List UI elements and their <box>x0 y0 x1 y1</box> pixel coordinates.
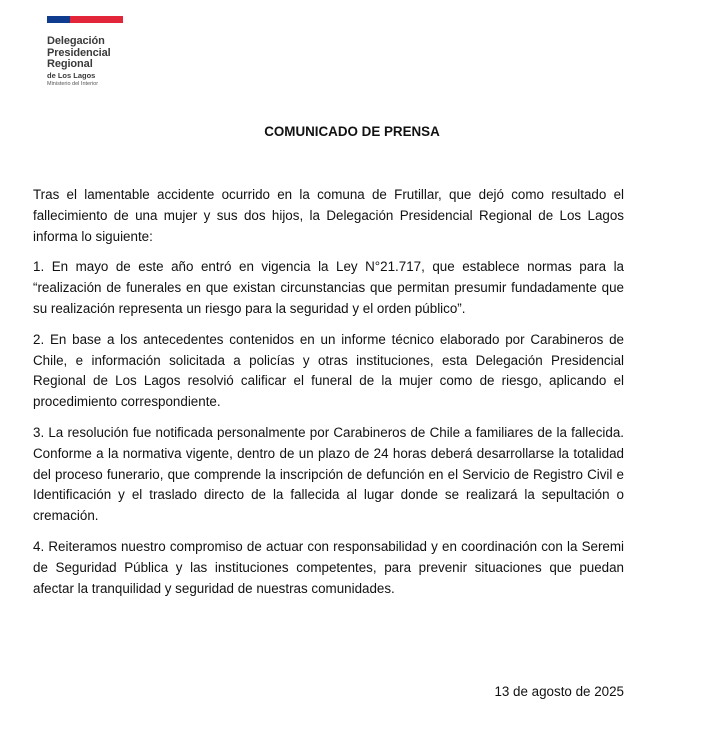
flag-stripe-red <box>70 16 123 23</box>
logo-line-2: Presidencial <box>47 46 111 59</box>
logo-ministry: Ministerio del Interior <box>47 80 99 87</box>
intro-paragraph: Tras el lamentable accidente ocurrido en la comuna de Frutillar, que dejó como resultado el fallecimiento de una mujer y sus dos hijos, la Delegación Presidencial Regional de Los Lagos informa lo siguiente: <box>33 187 624 244</box>
logo-line-1: Delegación <box>47 35 105 47</box>
flag-stripe <box>47 16 123 23</box>
institution-logo <box>47 16 137 89</box>
point-3-paragraph: 3. La resolución fue notificada personalmente por Carabineros de Chile a familiares de la fallecida. Conforme a la normativa vigente, dentro de un plazo de 24 horas deberá desarrollarse la totalidad del proceso funerario, que comprende la inscripción de defunción en el Servicio de Registro Civil e Identificación y el traslado directo de la fallecida al lugar donde se realizará la sepultación o cremación. <box>33 424 624 524</box>
point-1-paragraph: 1. En mayo de este año entró en vigencia la Ley N°21.717, que establece normas para la “realización de funerales en que existan circunstancias que permitan presumir fundadamente que su realización representa un riesgo para la seguridad y el orden público”. <box>33 259 624 316</box>
flag-stripe-blue <box>47 16 70 23</box>
logo-line-4: de Los Lagos <box>47 70 96 80</box>
point-4-paragraph: 4. Reiteramos nuestro compromiso de actuar con responsabilidad y en coordinación con la Seremi de Seguridad Pública y las instituciones competentes, para prevenir situaciones que puedan afectar la tranquilidad y seguridad de nuestras comunidades. <box>33 538 624 596</box>
logo-line-3: Regional <box>47 58 93 70</box>
point-2-paragraph: 2. En base a los antecedentes contenidos en un informe técnico elaborado por Carabineros de Chile, e información solicitada a policías y otras instituciones, esta Delegación Presidencial Regional de Los Lagos resolvió calificar el funeral de la mujer como de riesgo, aplicando el procedimiento correspondiente. <box>33 331 624 410</box>
document-body <box>33 185 624 609</box>
document-date: 13 de agosto de 2025 <box>494 684 624 699</box>
document-title: COMUNICADO DE PRENSA <box>264 124 440 139</box>
institution-name <box>47 36 137 89</box>
